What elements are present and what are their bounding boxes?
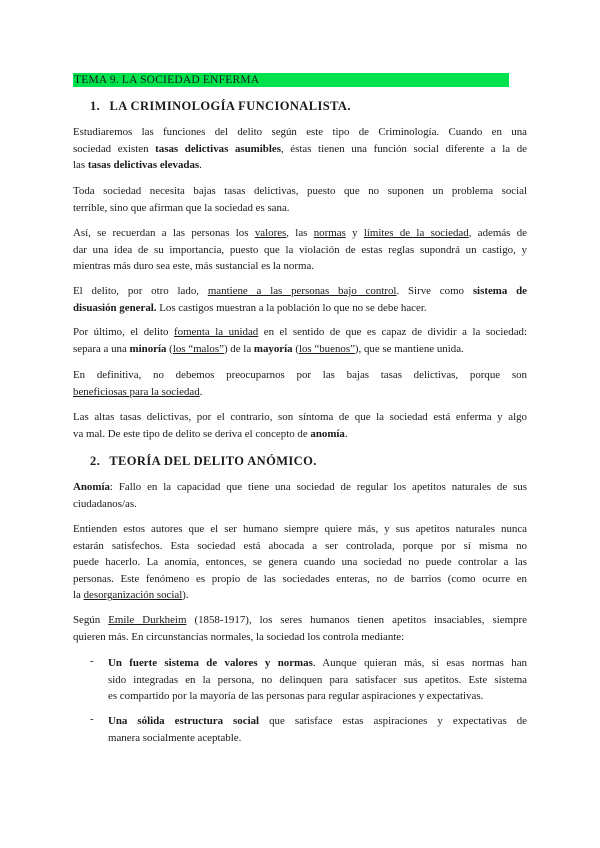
- text-run: Así, se recuerdan a las personas los: [73, 227, 255, 239]
- bullet-marker: -: [90, 655, 94, 667]
- bold-term: Anomía: [73, 481, 110, 493]
- bold-term: minoría: [129, 342, 167, 355]
- paragraph-1: [73, 124, 527, 174]
- paragraph-5: [73, 324, 527, 357]
- text-line: Las altas tasas delictivas, por el contrario, son síntoma de que la sociedad está enferma y algo: [73, 411, 527, 423]
- underlined-term: valores: [254, 227, 287, 239]
- text-run: , las: [286, 227, 314, 239]
- text-run: (1858-1917), los seres humanos tienen apetitos insaciables, siempre: [186, 614, 527, 626]
- text-run: . Sirve como: [396, 285, 473, 297]
- underlined-term: mantiene a las personas bajo control: [207, 285, 397, 297]
- underlined-term: los “malos”: [172, 342, 224, 355]
- text-line: Estudiaremos las funciones del delito según este tipo de Criminología. Cuando en una: [73, 126, 527, 138]
- text-run: la: [73, 589, 84, 602]
- bold-term: disuasión general.: [73, 301, 157, 314]
- text-line: puede hacerlo. La anomía, entonces, se genera cuando una sociedad no puede controlar a las: [73, 556, 527, 569]
- text-run: Según: [73, 614, 109, 626]
- text-line: En definitiva, no debemos preocuparnos por las bajas tasas delictivas, porque son: [73, 369, 527, 381]
- paragraph-4: [73, 283, 527, 316]
- text-line: estarán satisfechos. Esta sociedad está abocada a ser controlada, porque por sí misma no: [73, 539, 527, 552]
- text-line: terrible, sino que afirman que la sociedad es sana.: [73, 201, 290, 214]
- paragraph-6: [73, 367, 527, 400]
- text-run: : Fallo en la capacidad que tiene una sociedad de regular los apetitos naturales de sus: [109, 481, 527, 493]
- bullet-marker: -: [90, 713, 94, 725]
- bold-term: Un fuerte sistema de valores y normas: [108, 657, 313, 669]
- text-run: .: [199, 159, 202, 172]
- text-line: manera socialmente aceptable.: [108, 731, 242, 744]
- paragraph-9: [73, 521, 527, 604]
- text-run: y: [345, 227, 364, 239]
- section-title: TEORÍA DEL DELITO ANÓMICO.: [109, 454, 317, 468]
- text-run: . Aunque quieran más, si esas normas han: [312, 657, 527, 669]
- text-line: dar una idea de su importancia, puesto que la violación de estas reglas supondrá un castigo, y: [73, 243, 527, 256]
- bold-term: tasas delictivas asumibles: [155, 142, 281, 155]
- bold-term: Una sólida estructura social: [108, 715, 260, 727]
- text-run: separa a una: [73, 342, 130, 355]
- bold-term: tasas delictivas elevadas: [87, 159, 200, 172]
- chapter-banner: TEMA 9. LA SOCIEDAD ENFERMA: [73, 73, 509, 87]
- text-run: ) de la: [223, 342, 254, 355]
- text-line: ciudadanos/as.: [73, 497, 137, 510]
- text-run: ), que se mantiene unida.: [354, 342, 464, 355]
- text-run: El delito, por otro lado,: [73, 285, 208, 297]
- text-run: las: [73, 159, 88, 172]
- bold-term: mayoría: [253, 342, 293, 355]
- paragraph-3: [73, 225, 527, 275]
- text-run: , éstas tienen una función social diferente a la de: [280, 142, 527, 155]
- bold-term: sistema de: [472, 285, 527, 297]
- paragraph-2: [73, 183, 527, 216]
- text-line: Entienden estos autores que el ser humano siempre quiere más, y sus apetitos naturales nunca: [73, 523, 527, 535]
- text-line: quieren más. En circunstancias normales, la sociedad los controla mediante:: [73, 630, 405, 643]
- underlined-term: beneficiosas para la sociedad: [73, 385, 200, 398]
- bullet-item-1: [108, 655, 527, 705]
- text-run: .: [344, 427, 348, 440]
- section-heading-1: [90, 99, 351, 114]
- underlined-term: los “buenos”: [298, 342, 355, 355]
- bullet-item-2: [108, 713, 527, 746]
- section-title: LA CRIMINOLOGÍA FUNCIONALISTA.: [109, 99, 351, 113]
- text-line: Toda sociedad necesita bajas tasas delictivas, puesto que no suponen un problema social: [73, 185, 527, 197]
- text-run: (: [292, 342, 299, 355]
- text-run: , además de: [468, 227, 527, 239]
- text-run: en el sentido de que es capaz de dividir a la sociedad:: [258, 326, 527, 338]
- underlined-term: Emile Durkheim: [108, 614, 187, 626]
- text-run: Los castigos muestran a la población lo que no se debe hacer.: [156, 301, 427, 314]
- text-run: (: [166, 342, 173, 355]
- text-run: que satisface estas aspiraciones y expectativas de: [259, 715, 527, 727]
- text-line: mientras más duro sea este, más sustancial es la norma.: [73, 260, 315, 273]
- underlined-term: límites de la sociedad: [363, 227, 469, 239]
- text-run: sociedad existen: [73, 142, 156, 155]
- underlined-term: normas: [313, 227, 346, 239]
- section-number: 2.: [90, 454, 101, 468]
- paragraph-7: [73, 409, 527, 442]
- text-run: Por último, el delito: [73, 326, 175, 338]
- paragraph-10: [73, 612, 527, 645]
- text-line: sido integradas en la persona, no delinquen para satisfacer sus apetitos. Este sistema: [108, 673, 527, 686]
- text-line: personas. Este fenómeno es propio de las sociedades enteras, no de barrios (como ocurre en: [73, 572, 527, 585]
- underlined-term: desorganización social: [83, 589, 183, 602]
- paragraph-8: [73, 479, 527, 512]
- section-number: 1.: [90, 99, 101, 113]
- section-heading-2: [90, 454, 317, 469]
- text-run: .: [199, 385, 203, 398]
- text-run: va mal. De este tipo de delito se deriva el concepto de: [73, 427, 311, 440]
- text-run: ).: [182, 589, 189, 602]
- bold-term: anomía: [310, 427, 345, 440]
- text-line: es compartido por la mayoría de las personas para regular aspiraciones y expectativas.: [108, 690, 484, 703]
- underlined-term: fomenta la unidad: [174, 326, 259, 338]
